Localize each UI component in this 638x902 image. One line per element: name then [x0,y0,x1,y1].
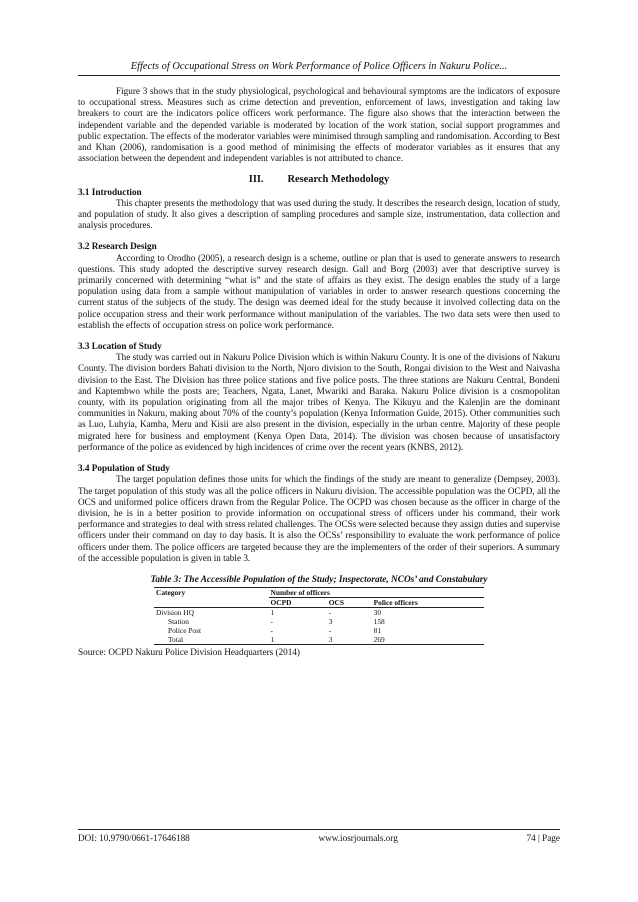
cell: 3 [327,635,372,645]
section-number: III. [248,174,264,186]
row-label: Station [168,617,189,627]
table-header-row [154,588,484,598]
table-row [154,626,484,635]
cell: 269 [372,635,484,645]
population-paragraph: The target population defines those units for which the findings of the study are meant to generalize (Dempsey, 2003). The target population of this study was all the police officers in Nakuru division. The accessible population was the OCPD, all the OCS and uniformed police officers drawn from the Regular Police. The OCPD was chosen because as the officer in charge of the division, he is in a better position to provide information on occupational stress of officers under his command, their work performance and strategies to deal with stress related challenges. The OCSs were selected because they assign duties and supervise officers under their command on day to day basis. It is also the OCSs’ responsibility to evaluate the work performance of police officers under them. The police officers are targeted because they are the implementers of the order of their superiors. A summary of the accessible population is given in table 3. [78,474,560,563]
cell: 30 [373,608,382,618]
table-caption: Table 3: The Accessible Population of the Study; Inspectorate, NCOs’ and Constabulary [150,574,488,585]
subsection-heading-introduction: 3.1 Introduction [78,186,142,197]
table-subheader-row [154,598,484,608]
subsection-heading-research-design: 3.2 Research Design [78,241,157,252]
column-header: OCS [327,598,372,608]
table-row-total [154,635,484,645]
cell: 1 [269,635,327,645]
subsection-heading-location: 3.3 Location of Study [78,341,162,352]
table-row [154,608,484,618]
location-paragraph: The study was carried out in Nakuru Police Division which is within Nakuru County. It is one of the divisions of Nakuru County. The division borders Bahati division to the North, Njoro division to the South, Rongai division to the West and Naivasha division to the East. The Division has three police stations and five police posts. The three stations are Nakuru Central, Bondeni and Kaptembwo while the posts are; Teachers, Ngata, Lanet, Mwariki and Baraka. Nakuru Police division is a cosmopolitan county, with its population originating from all the major tribes of Kenya. The Kikuyu and the Kalenjin are the dominant communities in Nakuru, making about 70% of the county’s population (Kenya Information Guide, 2015). Other communities such as Luo, Luhyia, Kamba, Meru and Kisii are also present in the division, especially in the urban centre. Majority of these people migrated here for business and employment (Kenya Open Data, 2014). The division was chosen because of unsatisfactory performance of the police as evidenced by high incidences of crime over the recent years (KNBS, 2012). [78,352,560,452]
subsection-heading-population: 3.4 Population of Study [78,463,170,474]
footer-doi: DOI: 10.9790/0661-17646188 [78,833,190,843]
research-design-paragraph: According to Orodho (2005), a research design is a scheme, outline or plan that is used to generate answers to research questions. This study adopted the descriptive survey research design. Gall and Borg (2003) aver that descriptive survey is primarily concerned with determining “what is” and the state of affairs as they exist. The design enables the study of a large population using data from a sample without manipulation of variables in order to answer research questions concerning the current status of the subjects of the study. The design was deemed ideal for the study because it involved collecting data on the police occupation stress and their work performance without manipulation of the variables. The two data sets were then used to establish the effects of occupation stress on police work performance. [78,252,560,330]
cell: - [328,626,332,636]
footer-url: www.iosrjournals.org [318,833,398,843]
cell: 3 [328,617,333,627]
section-heading [78,174,560,185]
section-title: Research Methodology [287,174,390,186]
cell: 81 [373,626,382,636]
row-label: Police Post [168,626,202,636]
table-source: Source: OCPD Nakuru Police Division Headquarters (2014) [78,647,300,658]
cell: - [270,626,274,636]
cell: - [270,617,274,627]
footer-page-number: 74 | Page [526,833,560,843]
category-header: Category [154,588,269,598]
cell: 158 [373,617,385,627]
introduction-paragraph: This chapter presents the methodology that was used during the study. It describes the research design, location of study, and population of study. It also gives a description of sampling procedures and sample size, instrumentation, data collection and analysis procedures. [78,197,560,231]
population-table [154,587,484,645]
page-footer [78,829,560,843]
cell: - [328,608,332,618]
table-row [154,617,484,626]
column-header: OCPD [269,598,327,608]
running-header: Effects of Occupational Stress on Work Performance of Police Officers in Nakuru Police... [78,61,560,76]
column-header: Police officers [372,598,484,608]
category-header-blank [154,598,269,608]
group-header: Number of officers [269,588,484,598]
cell: 1 [270,608,275,618]
page-body [78,86,560,658]
row-label: Total [154,635,269,645]
intro-paragraph: Figure 3 shows that in the study physiological, psychological and behavioural symptoms are the indicators of exposure to occupational stress. Measures such as crime detection and prevention, enforcement of laws, investigation and taking law breakers to court are the indicators police officers work performance. The figure also shows that the interaction between the independent variable and the depended variable is moderated by location of the work station, social support programmes and public expectation. The effects of the moderator variables were minimised through sampling and randomisation. According to Best and Khan (2006), randomisation is a good method of minimising the effects of moderator variables as it ensures that any association between the dependent and independent variables is not attributed to chance. [78,86,560,164]
row-label: Division HQ [156,608,194,618]
